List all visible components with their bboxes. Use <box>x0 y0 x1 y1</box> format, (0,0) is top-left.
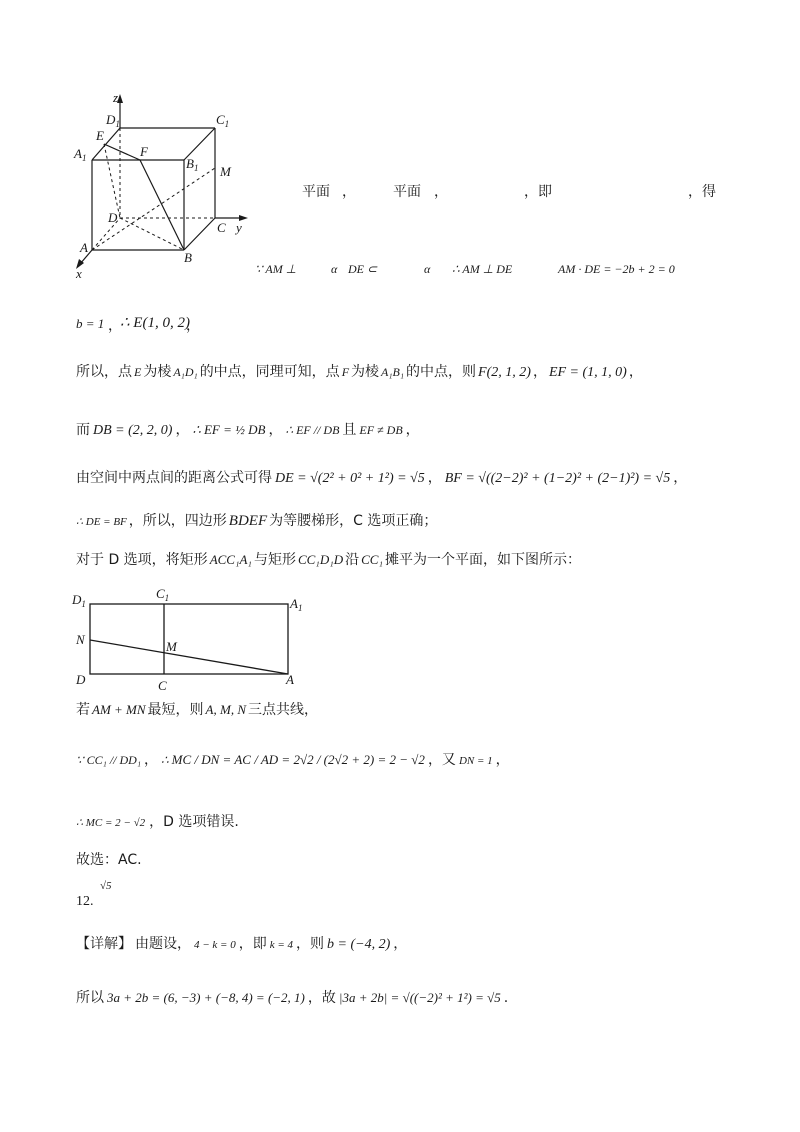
line2-e: ∴ AM ⊥ DE <box>452 262 513 276</box>
fig2-label-m: M <box>166 639 177 654</box>
line4-t7: ， <box>628 364 643 380</box>
line14-eq2: k = 4 <box>269 939 294 951</box>
line5-t3: ， <box>268 422 283 438</box>
fig1-label-z: z <box>113 90 119 105</box>
line14-t4: ， <box>393 936 408 952</box>
fig1-label-x: x <box>76 266 82 280</box>
line7-d: 为等腰梯形，C 选项正确； <box>269 513 438 529</box>
line8 <box>76 552 581 569</box>
fig2-label-d: D <box>76 672 86 687</box>
line4-e: E <box>134 365 142 379</box>
fig1-label-c: C <box>217 220 226 235</box>
line14 <box>76 936 407 954</box>
fig2-label-a1: $A_1$ <box>290 596 303 613</box>
line11 <box>76 814 239 831</box>
fig2-label-d1: $D_1$ <box>72 592 86 609</box>
line4 <box>76 364 643 382</box>
fig2-label-c: C <box>158 678 167 693</box>
line3-d: ， <box>186 318 200 334</box>
line2-f: AM · DE = −2b + 2 = 0 <box>558 262 675 276</box>
line14-t3: ，则 <box>296 936 325 952</box>
line9-t2: 最短，则 <box>147 702 204 718</box>
line1-f: ，得 <box>688 184 716 200</box>
line4-t1: 所以，点 <box>76 364 132 380</box>
fig1-label-y: y <box>236 220 242 235</box>
question-number: 12. <box>76 894 94 909</box>
line15-eq2: |3a + 2b| = √((−2)² + 1²) = √5 <box>338 990 501 1005</box>
line8-t2: 与矩形 <box>253 552 296 568</box>
fig2-label-a: A <box>286 672 294 687</box>
line6-t3: ， <box>673 470 688 486</box>
line9 <box>76 702 318 719</box>
line11-b: ，D 选项错误. <box>149 814 239 830</box>
line3-a: b = 1 <box>76 316 105 331</box>
line1-c: 平面 <box>393 184 421 200</box>
line6-t2: ， <box>427 470 442 486</box>
line10-d: ，又 <box>427 752 456 768</box>
line4-f: F <box>341 365 350 379</box>
line4-t5: 的中点，则 <box>406 364 477 380</box>
fig1-label-c1: $C_1$ <box>216 112 230 129</box>
line12: 故选：AC. <box>76 852 142 868</box>
line15-eq1: 3a + 2b = (6, −3) + (−8, 4) = (−2, 1) <box>107 990 305 1005</box>
line7-b: ，所以，四边形 <box>128 513 227 529</box>
line5-t2: ， <box>175 422 190 438</box>
line11-a: ∴ MC = 2 − √2 <box>76 817 146 829</box>
unfolded-figure <box>70 584 310 694</box>
line14-t1: 由题设， <box>135 936 191 952</box>
fig1-label-m: M <box>220 164 231 179</box>
line3-b: ， <box>108 318 122 334</box>
line6-de: DE = √(2² + 0² + 1²) = √5 <box>275 471 425 486</box>
fig2-label-n: N <box>76 632 85 647</box>
line15 <box>76 990 508 1007</box>
line2-b: α <box>331 262 338 276</box>
line6-bf: BF = √((2−2)² + (1−2)² + (2−1)²) = √5 <box>444 471 671 486</box>
fig2-label-c1: $C_1$ <box>156 586 170 603</box>
line4-t4: 为棱 <box>351 364 380 380</box>
fig1-label-b: B <box>184 250 192 265</box>
line14-t2: ，即 <box>238 936 267 952</box>
line10-c: ∴ <box>161 753 169 767</box>
line5-db: DB = (2, 2, 0) <box>93 423 173 438</box>
line1-a: 平面 <box>302 184 330 200</box>
line8-cc: CC₁ <box>361 552 383 567</box>
line1-e: ，即 <box>524 184 552 200</box>
line10-a: ∵ CC₁ // DD₁ <box>76 753 141 767</box>
line8-ccd: CC₁D₁D <box>297 552 344 567</box>
detail-tag: 【详解】 <box>76 936 132 952</box>
fig1-label-a: A <box>80 240 88 255</box>
line8-acc: ACC₁A₁ <box>209 552 252 567</box>
line10-dn: DN = 1 <box>458 755 493 767</box>
line15-t2: ，故 <box>307 990 336 1006</box>
answer-12: √5 <box>100 880 112 892</box>
fig1-label-d1: $D_1$ <box>106 112 120 129</box>
line10 <box>76 752 510 769</box>
line15-t3: . <box>503 990 509 1006</box>
line9-t3: 三点共线， <box>248 702 318 718</box>
line5-t1: 而 <box>76 422 90 438</box>
cube-figure <box>70 90 260 280</box>
line14-eq3: b = (−4, 2) <box>327 937 391 952</box>
line3-c: ∴ E(1, 0, 2) <box>120 315 190 331</box>
line7-a: ∴ DE = BF <box>76 516 127 528</box>
line4-ef: EF = (1, 1, 0) <box>548 365 627 380</box>
line1-b: ， <box>342 184 356 200</box>
line4-fc: F(2, 1, 2) <box>478 365 531 380</box>
line8-t1: 对于 D 选项，将矩形 <box>76 552 208 568</box>
line1-d: ， <box>434 184 448 200</box>
line9-t1: 若 <box>76 702 90 718</box>
line2-d: α <box>424 262 431 276</box>
fig1-label-b1: $B_1$ <box>186 156 199 173</box>
line5 <box>76 422 420 440</box>
fig1-label-e: E <box>96 128 104 143</box>
line5-rel: ∴ EF = ½ DB <box>192 422 266 437</box>
line4-ab: A₁B₁ <box>381 365 405 379</box>
line6 <box>76 470 687 488</box>
fig1-label-d: D <box>108 210 118 225</box>
line5-t4: 且 <box>342 422 357 438</box>
line8-t4: 摊平为一个平面，如下图所示： <box>385 552 581 568</box>
line7-c: BDEF <box>228 513 268 529</box>
line2-c: DE ⊂ <box>348 262 378 276</box>
line9-pts: A, M, N <box>205 702 246 717</box>
line4-t6: ， <box>532 364 547 380</box>
line4-ad: A₁D₁ <box>173 365 198 379</box>
line10-e: ， <box>495 752 510 768</box>
line4-t3: 的中点，同理可知，点 <box>199 364 340 380</box>
line10-eq: MC / DN = AC / AD = 2√2 / (2√2 + 2) = 2 − √2 <box>171 752 425 767</box>
line6-t1: 由空间中两点间的距离公式可得 <box>76 470 272 486</box>
line7 <box>76 512 437 530</box>
fig1-label-a1: $A_1$ <box>74 146 87 163</box>
line5-t5: ， <box>405 422 420 438</box>
line8-t3: 沿 <box>345 552 360 568</box>
line10-b: ， <box>144 752 158 768</box>
line5-par: ∴ EF // DB <box>285 423 340 437</box>
line14-eq1: 4 − k = 0 <box>194 939 236 951</box>
line5-ne: EF ≠ DB <box>359 423 403 437</box>
line9-sum: AM + MN <box>92 702 146 717</box>
line15-t1: 所以 <box>76 990 104 1006</box>
line2-a: ∵ AM ⊥ <box>255 262 297 276</box>
line4-t2: 为棱 <box>143 364 172 380</box>
fig1-label-f: F <box>140 144 148 159</box>
